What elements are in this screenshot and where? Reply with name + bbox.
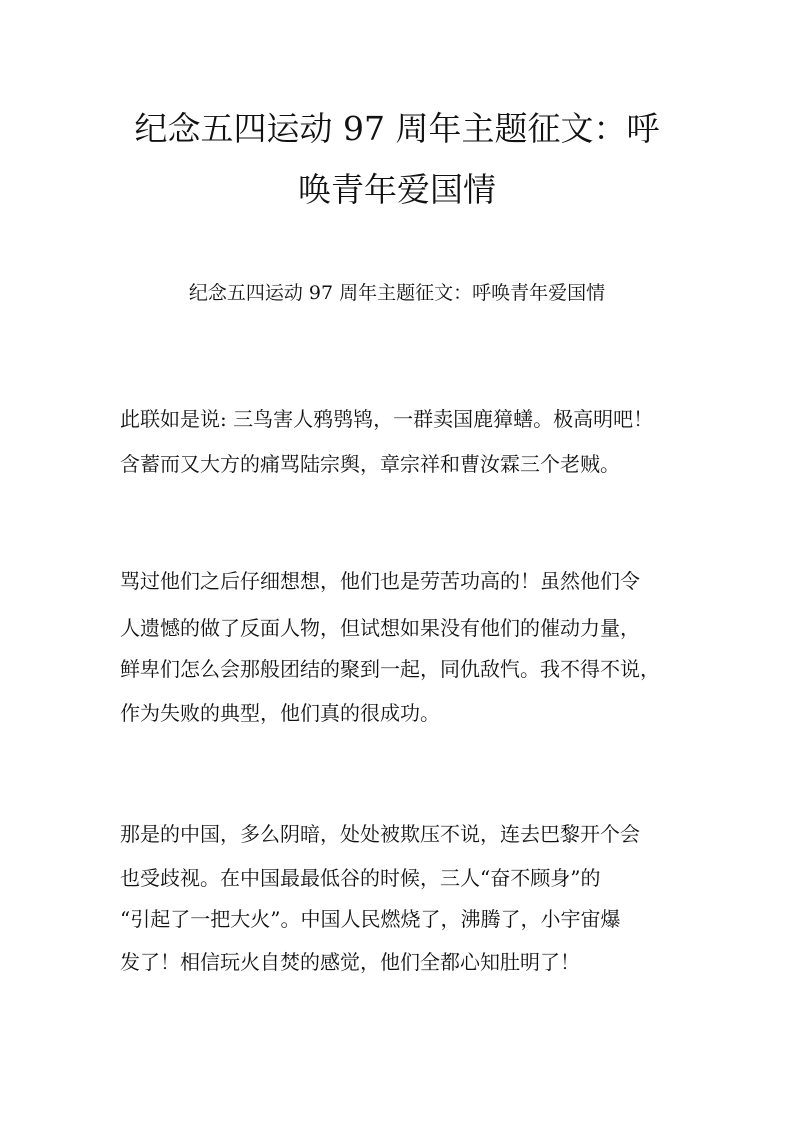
title-line-2: 唤青年爱国情	[298, 170, 496, 209]
paragraph-1-line-1: 此联如是说: 三鸟害人鸦鸮鸨，一群卖国鹿獐蟮。极高明吧！	[120, 407, 654, 431]
paragraph-3-line-2: 也受歧视。在中国最最低谷的时候，三人“奋不顾身”的	[120, 866, 601, 890]
paragraph-1-line-2: 含蓄而又大方的痛骂陆宗舆，章宗祥和曹汝霖三个老贼。	[120, 452, 620, 476]
paragraph-2-line-3: 鲜卑们怎么会那般团结的聚到一起，同仇敌忾。我不得不说，	[120, 657, 660, 681]
paragraph-2-line-1: 骂过他们之后仔细想想，他们也是劳苦功高的！虽然他们令	[120, 569, 640, 593]
paragraph-3-line-4: 发了！相信玩火自焚的感觉，他们全都心知肚明了！	[120, 950, 580, 974]
paragraph-2-line-4: 作为失败的典型，他们真的很成功。	[120, 701, 440, 725]
paragraph-3-line-3: “引起了一把大火”。中国人民燃烧了，沸腾了，小宇宙爆	[120, 907, 621, 931]
paragraph-3-line-1: 那是的中国，多么阴暗，处处被欺压不说，连去巴黎开个会	[120, 822, 640, 846]
paragraph-2-line-2: 人遗憾的做了反面人物，但试想如果没有他们的催动力量，	[120, 616, 640, 640]
title-line-1: 纪念五四运动 97 周年主题征文：呼	[134, 109, 660, 148]
subtitle: 纪念五四运动 97 周年主题征文：呼唤青年爱国情	[188, 282, 606, 304]
